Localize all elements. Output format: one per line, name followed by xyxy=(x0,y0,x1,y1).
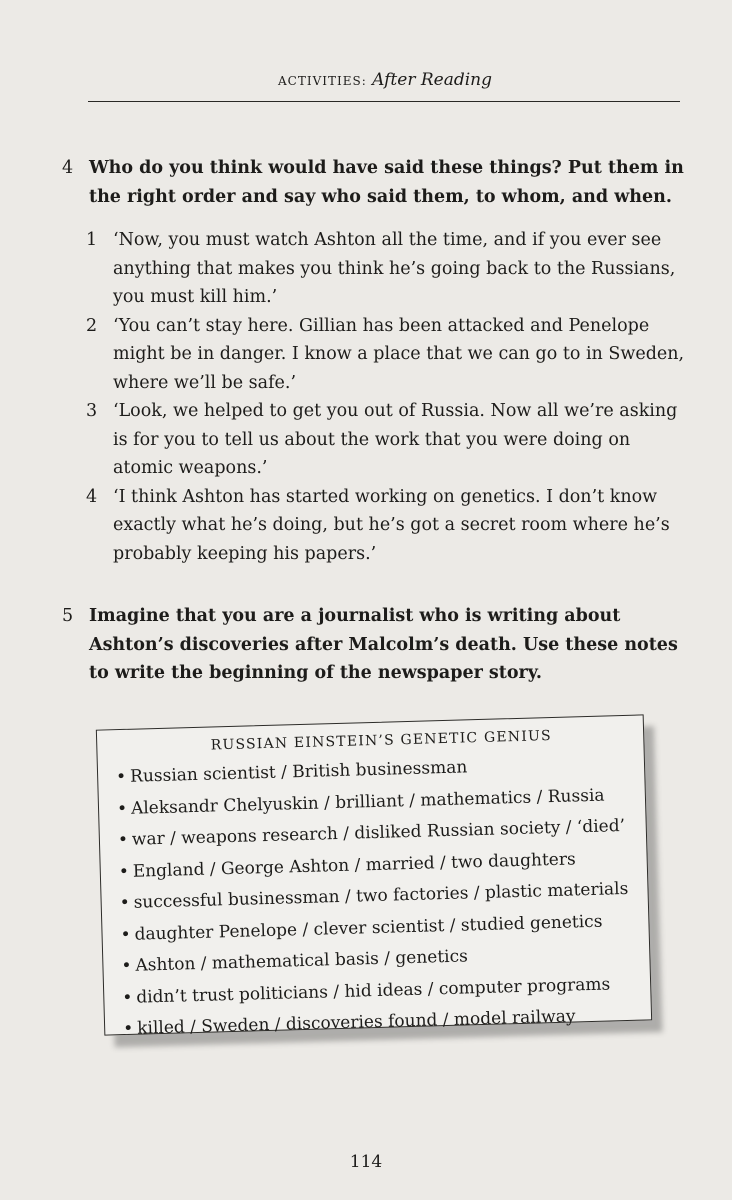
bullet-icon: • xyxy=(121,955,132,977)
bullet-icon: • xyxy=(116,798,128,819)
page-number: 114 xyxy=(349,1152,383,1172)
question-4 xyxy=(62,154,684,211)
bullet-icon: • xyxy=(115,766,127,788)
quote-list xyxy=(86,226,686,568)
quote-text: ‘Now, you must watch Ashton all the time, and if you ever see anything that makes you think he’s going back to the Russians, you must kill him.’ xyxy=(113,230,676,307)
header-title: After Reading xyxy=(372,70,492,90)
quote-number: 3 xyxy=(86,401,98,421)
quote-text: ‘Look, we helped to get you out of Russia. Now all we’re asking is for you to tell us about the work that you were doing on atomic weapons.’ xyxy=(113,401,678,478)
bullet-icon: • xyxy=(122,1018,134,1040)
question-prompt: Imagine that you are a journalist who is writing about Ashton’s discoveries after Malcolm’s death. Use these notes to write the beginning of the newspaper story. xyxy=(89,606,678,683)
question-number: 4 xyxy=(62,158,74,178)
quote-number: 4 xyxy=(86,486,98,507)
header-section: ACTIVITIES: xyxy=(277,74,367,88)
quote-text: ‘I think Ashton has started working on genetics. I don’t know exactly what he’s doing, but he’s got a secret room where he’s probably keeping his papers.’ xyxy=(113,486,670,564)
bullet-icon: • xyxy=(118,861,130,882)
running-header xyxy=(90,70,680,90)
quote-item xyxy=(86,397,686,483)
notes-title: RUSSIAN EINSTEIN’S GENETIC GENIUS xyxy=(210,727,552,754)
quote-item xyxy=(86,226,686,312)
question-prompt: Who do you think would have said these things? Put them in the right order and say who said them, to whom, and when. xyxy=(89,158,684,207)
quote-text: ‘You can’t stay here. Gillian has been attacked and Penelope might be in danger. I know a place that we can go to in Sweden, where we’ll be safe.’ xyxy=(113,315,685,393)
note-text: Ashton / mathematical basis / genetics xyxy=(135,946,469,976)
note-text: successful businessman / two factories / plastic materials xyxy=(133,878,629,913)
quote-item xyxy=(86,483,686,569)
note-text: war / weapons research / disliked Russian society / ‘died’ xyxy=(131,815,626,850)
note-text: didn’t trust politicians / hid ideas / computer programs xyxy=(136,973,611,1008)
note-text: killed / Sweden / discoveries found / model railway xyxy=(136,1006,576,1039)
question-5 xyxy=(62,602,684,688)
bullet-icon: • xyxy=(122,987,133,1008)
bullet-icon: • xyxy=(120,924,131,945)
note-text: daughter Penelope / clever scientist / studied genetics xyxy=(134,911,603,945)
note-text: Russian scientist / British businessman xyxy=(129,757,468,787)
header-rule xyxy=(88,101,680,102)
question-number: 5 xyxy=(62,606,74,626)
note-text: England / George Ashton / married / two daughters xyxy=(132,848,576,882)
quote-number: 2 xyxy=(86,315,98,336)
note-text: Aleksandr Chelyuskin / brilliant / mathematics / Russia xyxy=(130,785,605,819)
bullet-icon: • xyxy=(117,829,129,851)
quote-item xyxy=(86,312,686,398)
bullet-icon: • xyxy=(119,892,130,914)
quote-number: 1 xyxy=(86,230,98,250)
notes-box xyxy=(96,714,652,1040)
